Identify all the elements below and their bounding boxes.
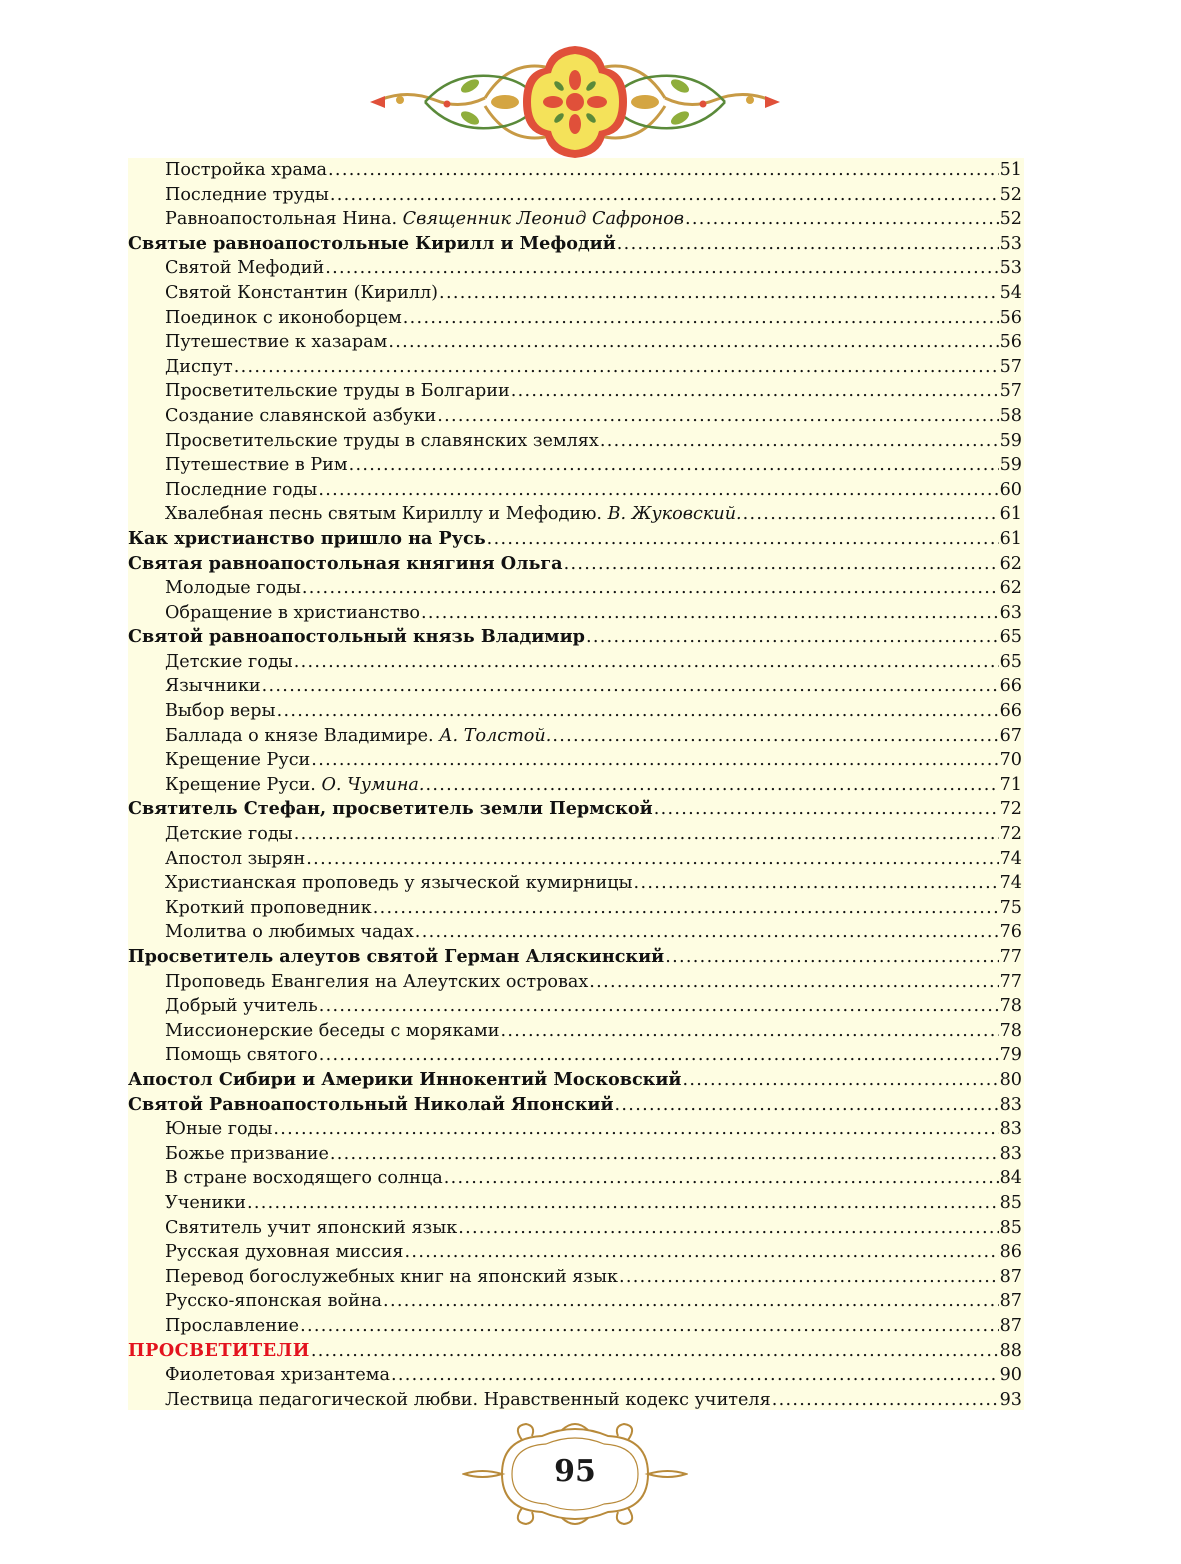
toc-entry-title-text: Молитва о любимых чадах [165, 922, 414, 943]
toc-entry-page: 59 [999, 430, 1022, 451]
toc-entry-title-text: Святой Равноапостольный Николай Японский [128, 1093, 614, 1115]
toc-entry-title [165, 773, 425, 798]
toc-entry [128, 453, 1024, 478]
toc-entry-title [128, 945, 664, 970]
toc-entry-title-text: Миссионерские беседы с моряками [165, 1020, 500, 1041]
toc-leader-dots [319, 994, 999, 1019]
toc-entry-page: 51 [999, 160, 1022, 180]
toc-entry-title-text: Язычники [165, 676, 261, 697]
toc-entry-page: 65 [999, 651, 1022, 672]
toc-entry-title-text: ПРОСВЕТИТЕЛИ [128, 1339, 310, 1361]
toc-entry-title [165, 281, 438, 306]
toc-leader-dots [634, 871, 999, 896]
toc-entry-title [128, 527, 486, 552]
toc-entry-title [165, 453, 348, 478]
toc-entry-page: 62 [999, 553, 1022, 574]
toc-entry [128, 945, 1024, 970]
toc-entry-title [165, 1191, 246, 1216]
toc-entry [128, 1019, 1024, 1044]
toc-entry-title [165, 699, 276, 724]
toc-entry [128, 1339, 1024, 1364]
toc-leader-dots [685, 207, 999, 232]
toc-entry-author: Священник Леонид Сафронов [402, 209, 685, 230]
toc-entry-page: 52 [999, 184, 1022, 205]
toc-leader-dots [589, 970, 998, 995]
toc-entry-title-text: Постройка храма [165, 160, 328, 180]
toc-entry [128, 748, 1024, 773]
toc-leader-dots [405, 1240, 999, 1265]
toc-entry-page: 90 [999, 1365, 1022, 1386]
floral-ornament-icon [365, 38, 785, 166]
toc-leader-dots [391, 1363, 999, 1388]
toc-entry-page: 54 [999, 282, 1022, 303]
toc-entry [128, 330, 1024, 355]
toc-entry-title-text: Детские годы [165, 651, 293, 672]
toc-entry-page: 67 [999, 725, 1022, 746]
toc-entry [128, 576, 1024, 601]
toc-entry [128, 404, 1024, 429]
toc-entry [128, 306, 1024, 331]
toc-entry-page: 84 [999, 1168, 1022, 1189]
toc-entry-page: 87 [999, 1315, 1022, 1336]
toc-entry-title-text: Детские годы [165, 824, 293, 845]
toc-entry-title-text: Путешествие в Рим [165, 455, 348, 476]
toc-entry [128, 1363, 1024, 1388]
toc-entry-title [165, 896, 372, 921]
toc-leader-dots [306, 847, 998, 872]
toc-entry [128, 674, 1024, 699]
toc-entry-page: 56 [999, 332, 1022, 353]
toc-entry-title-text: Христианская проповедь у языческой кумирницы [165, 873, 633, 894]
toc-entry-title [165, 650, 293, 675]
toc-entry-title-text: Хвалебная песнь святым Кириллу и Мефодию. [165, 504, 608, 525]
toc-entry-title-text: Просветительские труды в славянских землях [165, 430, 599, 451]
toc-leader-dots [373, 896, 999, 921]
toc-entry [128, 207, 1024, 232]
toc-entry-title [165, 601, 420, 626]
toc-entry-page: 76 [999, 922, 1022, 943]
toc-entry [128, 429, 1024, 454]
toc-entry-title [165, 379, 510, 404]
toc-entry-title [128, 1068, 681, 1093]
toc-entry-page: 72 [999, 799, 1022, 820]
toc-entry-title-text: Равноапостольная Нина. [165, 209, 403, 230]
toc-leader-dots [586, 625, 999, 650]
toc-entry [128, 896, 1024, 921]
toc-entry-page: 83 [999, 1119, 1022, 1140]
toc-entry [128, 1043, 1024, 1068]
toc-entry-title [128, 232, 616, 257]
toc-entry-page: 53 [999, 258, 1022, 279]
toc-entry-title [165, 748, 310, 773]
toc-leader-dots [415, 920, 999, 945]
toc-entry [128, 232, 1024, 257]
toc-entry-title-text: Баллада о князе Владимире. [165, 725, 440, 746]
toc-entry-page: 57 [999, 381, 1022, 402]
toc-leader-dots [311, 1339, 999, 1364]
toc-entry-page: 83 [999, 1094, 1022, 1115]
toc-leader-dots [388, 330, 998, 355]
toc-entry-page: 71 [999, 774, 1022, 795]
toc-entry-title-text: Святитель Стефан, просветитель земли Пермской [128, 798, 653, 820]
toc-list [128, 158, 1024, 1412]
toc-entry-page: 61 [999, 504, 1022, 525]
toc-entry [128, 1117, 1024, 1142]
toc-leader-dots [615, 1093, 999, 1118]
toc-entry-page: 61 [999, 528, 1022, 549]
toc-entry-title-text: Святой Константин (Кирилл) [165, 282, 439, 303]
toc-entry-title [165, 920, 414, 945]
toc-entry [128, 1314, 1024, 1339]
toc-entry [128, 256, 1024, 281]
toc-entry-page: 60 [999, 479, 1022, 500]
toc-entry-title-text: Просветитель алеутов святой Герман Аляскинский [128, 946, 665, 967]
toc-entry-title [165, 1289, 382, 1314]
toc-entry-title [165, 1388, 771, 1413]
toc-entry-page: 77 [999, 971, 1022, 992]
toc-entry-title-text: Последние годы [165, 479, 318, 500]
toc-entry-title-text: Просветительские труды в Болгарии [165, 381, 510, 402]
toc-leader-dots [330, 183, 999, 208]
toc-entry-title-text: Святитель учит японский язык [165, 1217, 458, 1238]
toc-entry-page: 77 [999, 947, 1022, 967]
toc-entry [128, 970, 1024, 995]
toc-entry-title [165, 158, 327, 183]
toc-entry [128, 1166, 1024, 1191]
toc-entry-title [165, 1314, 299, 1339]
toc-entry [128, 1216, 1024, 1241]
toc-entry-title [165, 1216, 457, 1241]
toc-leader-dots [383, 1289, 999, 1314]
toc-entry-title-text: Юные годы [165, 1119, 273, 1140]
toc-leader-dots [437, 404, 998, 429]
toc-entry [128, 1068, 1024, 1093]
toc-entry-author: В. Жуковский. [607, 504, 742, 525]
toc-entry-title-text: Добрый учитель [165, 996, 318, 1017]
toc-entry-page: 72 [999, 824, 1022, 845]
toc-entry [128, 650, 1024, 675]
toc-entry [128, 994, 1024, 1019]
toc-entry [128, 502, 1024, 527]
page-number: 95 [554, 1454, 596, 1489]
toc-entry-title-text: Фиолетовая хризантема [165, 1365, 390, 1386]
toc-leader-dots [277, 699, 999, 724]
toc-entry-page: 66 [999, 676, 1022, 697]
toc-leader-dots [328, 158, 999, 183]
toc-entry [128, 355, 1024, 380]
toc-leader-dots [426, 773, 999, 798]
toc-leader-dots [262, 674, 999, 699]
toc-entry-title-text: Поединок с иконоборцем [165, 307, 402, 328]
toc-leader-dots [330, 1142, 999, 1167]
toc-entry-page: 62 [999, 578, 1022, 599]
toc-entry [128, 281, 1024, 306]
toc-entry-title [165, 871, 633, 896]
toc-entry [128, 920, 1024, 945]
toc-entry-title [165, 847, 305, 872]
toc-entry-page: 74 [999, 848, 1022, 869]
toc-entry-page: 52 [999, 209, 1022, 230]
toc-entry-title [165, 207, 684, 232]
toc-entry-page: 56 [999, 307, 1022, 328]
toc-entry-title-text: Проповедь Евангелия на Алеутских островах [165, 971, 589, 992]
toc-entry-title-text: Русская духовная миссия [165, 1242, 404, 1263]
toc-entry-title [165, 355, 233, 380]
toc-entry-page: 85 [999, 1192, 1022, 1213]
toc-entry [128, 1265, 1024, 1290]
toc-entry-title [165, 994, 318, 1019]
toc-entry [128, 1191, 1024, 1216]
toc-entry-page: 74 [999, 873, 1022, 894]
toc-entry [128, 847, 1024, 872]
toc-entry-title-text: Божье призвание [165, 1143, 329, 1164]
toc-entry-title-text: В стране восходящего солнца [165, 1168, 443, 1189]
toc-leader-dots [619, 1265, 999, 1290]
toc-entry-title [128, 1339, 310, 1364]
toc-leader-dots [421, 601, 999, 626]
toc-entry [128, 1240, 1024, 1265]
toc-entry-author: А. Толстой. [439, 725, 552, 746]
toc-entry-page: 86 [999, 1242, 1022, 1263]
toc-leader-dots [294, 650, 999, 675]
toc-entry-page: 58 [999, 405, 1022, 426]
toc-entry-title-text: Крещение Руси [165, 750, 311, 771]
toc-entry-title [165, 429, 599, 454]
toc-entry-title [165, 256, 324, 281]
toc-leader-dots [617, 232, 999, 257]
toc-leader-dots [665, 945, 998, 970]
toc-entry-title [128, 625, 585, 650]
toc-entry-title [165, 576, 301, 601]
toc-entry-author: О. Чумина. [321, 774, 425, 795]
table-of-contents [128, 158, 1024, 1410]
toc-entry-title-text: Апостол Сибири и Америки Иннокентий Московский [128, 1068, 682, 1090]
toc-entry-title [165, 1043, 318, 1068]
toc-entry-title [165, 822, 293, 847]
toc-entry [128, 379, 1024, 404]
toc-entry-title [165, 970, 588, 995]
toc-entry-page: 53 [999, 233, 1022, 254]
toc-leader-dots [302, 576, 999, 601]
toc-entry [128, 158, 1024, 183]
toc-entry-page: 63 [999, 602, 1022, 623]
toc-entry-title [165, 183, 329, 208]
toc-entry-page: 66 [999, 701, 1022, 722]
toc-leader-dots [564, 552, 999, 577]
toc-entry-title [165, 1142, 329, 1167]
toc-leader-dots [500, 1019, 998, 1044]
toc-entry-page: 87 [999, 1291, 1022, 1312]
toc-entry-page: 85 [999, 1217, 1022, 1238]
toc-entry [128, 871, 1024, 896]
toc-entry-title-text: Апостол зырян [165, 848, 306, 869]
toc-entry [128, 699, 1024, 724]
toc-entry-page: 78 [999, 996, 1022, 1017]
toc-entry-page: 65 [999, 627, 1022, 648]
toc-leader-dots [654, 797, 999, 822]
toc-entry-title-text: Перевод богослужебных книг на японский язык [165, 1266, 618, 1287]
toc-entry [128, 1388, 1024, 1413]
toc-entry-title [165, 330, 387, 355]
toc-leader-dots [682, 1068, 998, 1093]
toc-entry-page: 78 [999, 1020, 1022, 1041]
toc-entry-title [165, 306, 402, 331]
toc-leader-dots [403, 306, 999, 331]
toc-entry-page: 80 [999, 1069, 1022, 1090]
toc-entry-page: 59 [999, 455, 1022, 476]
toc-entry-title-text: Русско-японская война [165, 1291, 383, 1312]
toc-leader-dots [311, 748, 998, 773]
toc-entry-page: 93 [999, 1389, 1022, 1410]
toc-leader-dots [273, 1117, 998, 1142]
toc-leader-dots [294, 822, 999, 847]
toc-entry-title [128, 797, 653, 822]
toc-leader-dots [743, 502, 999, 527]
toc-leader-dots [247, 1191, 999, 1216]
toc-entry [128, 773, 1024, 798]
toc-entry-title-text: Святая равноапостольная княгиня Ольга [128, 552, 563, 574]
toc-entry-page: 83 [999, 1143, 1022, 1164]
toc-leader-dots [349, 453, 999, 478]
toc-entry-title [165, 674, 261, 699]
toc-entry-title-text: Молодые годы [165, 578, 301, 599]
toc-entry-title [165, 502, 742, 527]
toc-entry [128, 1142, 1024, 1167]
toc-entry [128, 601, 1024, 626]
toc-entry-page: 79 [999, 1045, 1022, 1066]
toc-entry-title [165, 724, 551, 749]
toc-entry-title-text: Прославление [165, 1315, 300, 1336]
toc-entry-title [165, 404, 436, 429]
toc-entry-title-text: Диспут [165, 356, 233, 377]
toc-leader-dots [552, 724, 998, 749]
toc-entry-title-text: Крещение Руси. [165, 774, 322, 795]
toc-entry-title-text: Помощь святого [165, 1045, 318, 1066]
toc-entry [128, 527, 1024, 552]
toc-entry-title [165, 1117, 272, 1142]
toc-entry-title [165, 1363, 390, 1388]
toc-entry-title-text: Лествица педагогической любви. Нравственный кодекс учителя [165, 1389, 771, 1410]
toc-entry [128, 724, 1024, 749]
toc-leader-dots [325, 256, 998, 281]
toc-entry-title-text: Святой равноапостольный князь Владимир [128, 626, 585, 648]
toc-leader-dots [511, 379, 999, 404]
toc-entry-title [165, 1019, 499, 1044]
toc-entry-title-text: Ученики [165, 1192, 246, 1213]
toc-entry [128, 552, 1024, 577]
toc-entry [128, 625, 1024, 650]
toc-entry-title [165, 1240, 404, 1265]
toc-entry [128, 797, 1024, 822]
toc-entry-title-text: Обращение в христианство [165, 602, 421, 623]
toc-leader-dots [319, 1043, 999, 1068]
toc-leader-dots [439, 281, 999, 306]
toc-entry-page: 70 [999, 750, 1022, 771]
toc-entry-title [165, 1265, 618, 1290]
toc-entry-title-text: Святой Мефодий [165, 258, 325, 279]
toc-entry-page: 57 [999, 356, 1022, 377]
toc-leader-dots [300, 1314, 999, 1339]
toc-entry [128, 822, 1024, 847]
toc-leader-dots [444, 1166, 999, 1191]
toc-entry-title-text: Святые равноапостольные Кирилл и Мефодий [128, 232, 616, 254]
toc-entry [128, 1289, 1024, 1314]
toc-leader-dots [487, 527, 999, 552]
toc-entry-page: 88 [999, 1340, 1022, 1361]
toc-entry [128, 183, 1024, 208]
toc-entry-title-text: Путешествие к хазарам [165, 332, 388, 353]
toc-entry-title [165, 478, 317, 503]
toc-entry-page: 87 [999, 1266, 1022, 1287]
toc-entry-title-text: Создание славянской азбуки [165, 405, 437, 426]
toc-entry-page: 75 [999, 897, 1022, 918]
toc-entry-title [128, 552, 563, 577]
toc-entry-title-text: Как христианство пришло на Русь [128, 527, 486, 549]
toc-leader-dots [600, 429, 999, 454]
toc-leader-dots [772, 1388, 999, 1413]
toc-entry [128, 1093, 1024, 1118]
toc-entry-title-text: Кроткий проповедник [165, 897, 372, 918]
toc-entry-title [165, 1166, 443, 1191]
toc-leader-dots [458, 1216, 998, 1241]
toc-leader-dots [318, 478, 998, 503]
toc-leader-dots [234, 355, 999, 380]
toc-entry-title-text: Последние труды [165, 184, 329, 205]
toc-entry-title [128, 1093, 614, 1118]
toc-entry [128, 478, 1024, 503]
toc-entry-title-text: Выбор веры [165, 701, 276, 722]
